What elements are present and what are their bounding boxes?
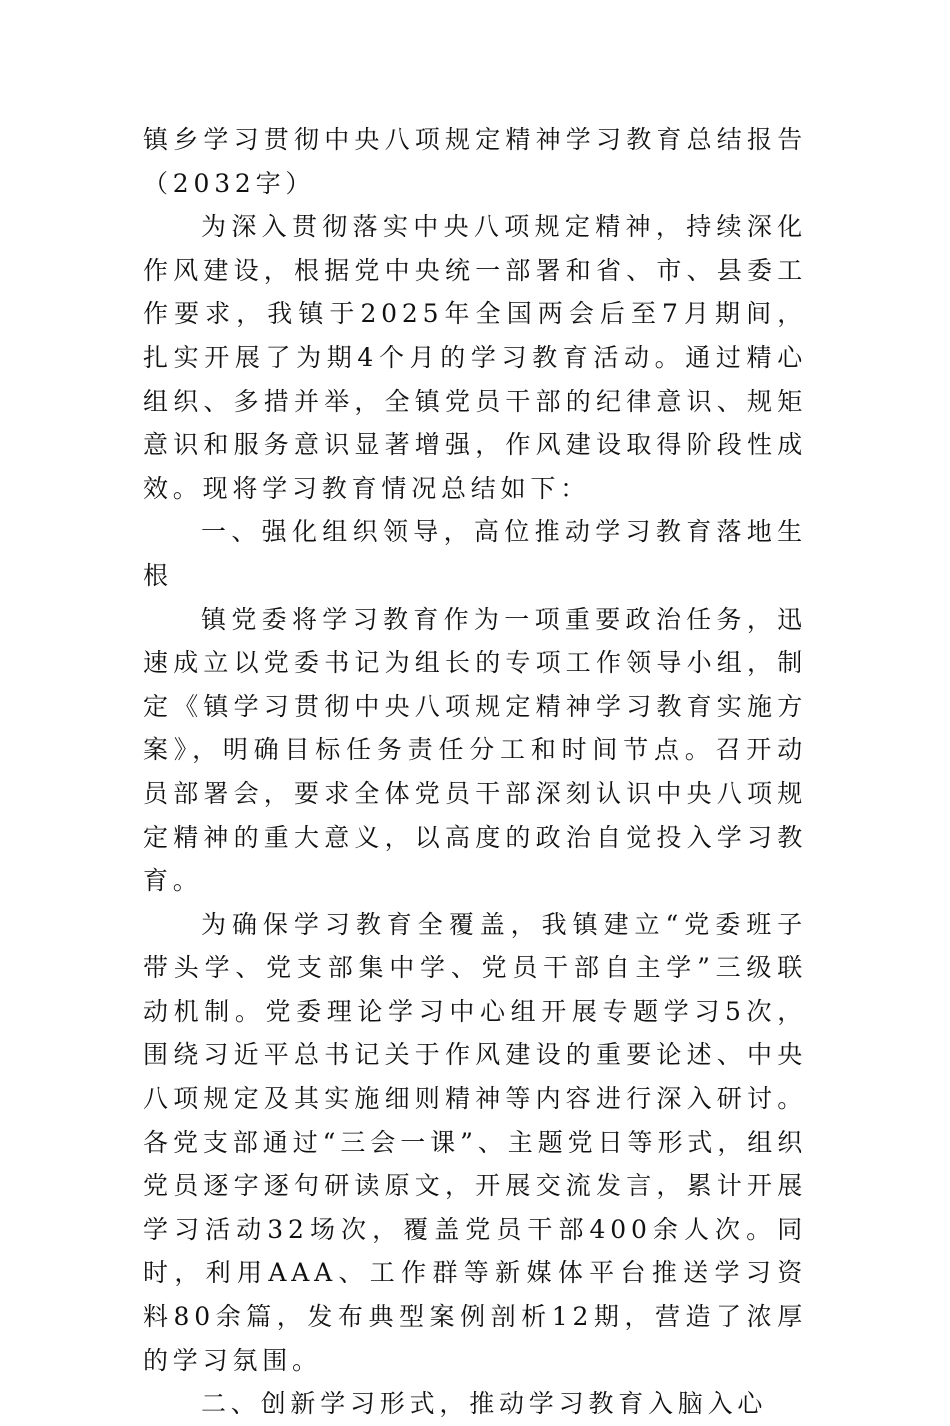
body-paragraph-2: 为确保学习教育全覆盖，我镇建立“党委班子带头学、党支部集中学、党员干部自主学”三级联动机制。党委理论学习中心组开展专题学习5次，围绕习近平总书记关于作风建设的重要论述、中央八项规定及其实施细则精神等内容进行深入研讨。各党支部通过“三会一课”、主题党日等形式，组织党员逐字逐句研读原文，开展交流发言，累计开展学习活动32场次，覆盖党员干部400余人次。同时，利用AAA、工作群等新媒体平台推送学习资料80余篇，发布典型案例剖析12期，营造了浓厚的学习氛围。 (143, 909, 807, 1375)
document-body (143, 118, 807, 1426)
body-paragraph-1: 镇党委将学习教育作为一项重要政治任务，迅速成立以党委书记为组长的专项工作领导小组，制定《镇学习贯彻中央八项规定精神学习教育实施方案》，明确目标任务责任分工和时间节点。召开动员部署会，要求全体党员干部深刻认识中央八项规定精神的重大意义，以高度的政治自觉投入学习教育。 (143, 604, 807, 896)
document-title: 镇乡学习贯彻中央八项规定精神学习教育总结报告（2032字） (143, 125, 807, 198)
section-heading-1: 一、强化组织领导，高位推动学习教育落地生根 (143, 517, 807, 590)
section-heading-2: 二、创新学习形式，推动学习教育入脑入心 (201, 1389, 768, 1419)
intro-paragraph: 为深入贯彻落实中央八项规定精神，持续深化作风建设，根据党中央统一部署和省、市、县委工作要求，我镇于2025年全国两会后至7月期间，扎实开展了为期4个月的学习教育活动。通过精心组织、多措并举，全镇党员干部的纪律意识、规矩意识和服务意识显著增强，作风建设取得阶段性成效。现将学习教育情况总结如下： (143, 212, 807, 503)
